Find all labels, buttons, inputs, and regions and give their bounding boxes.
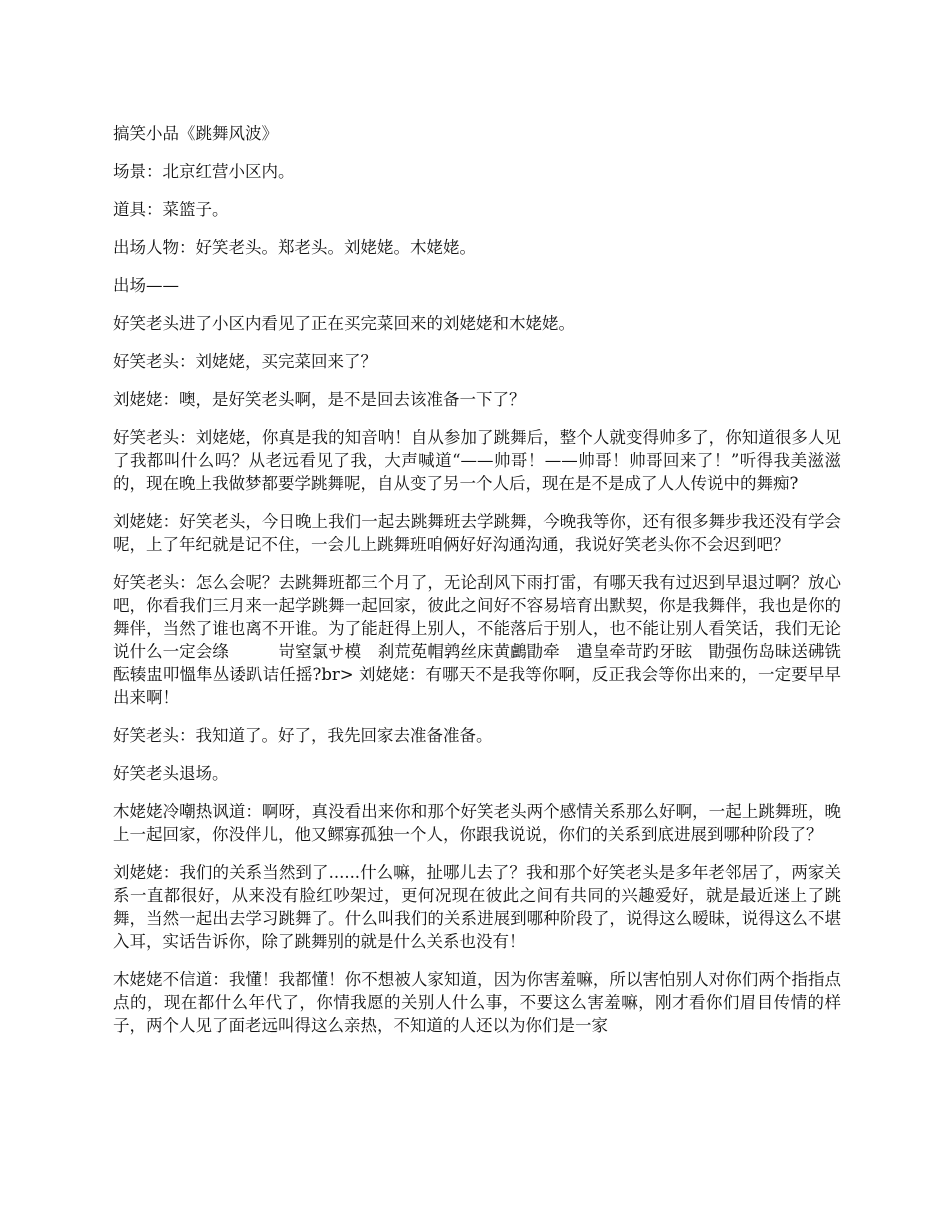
props-line: 道具：菜篮子。	[113, 200, 229, 219]
stage-direction: 好笑老头进了小区内看见了正在买完菜回来的刘姥姥和木姥姥。	[113, 314, 575, 333]
scene-line: 场景：北京红营小区内。	[113, 162, 295, 181]
dialogue-line: 好笑老头：怎么会呢？去跳舞班都三个月了，无论刮风下雨打雷，有哪天我有过迟到早退过啊？放心吧，你看我们三月来一起学跳舞一起回家，彼此之间好不容易培育出默契，你是我舞伴，我也是你的舞伴，当然了谁也离不开谁。为了能赶得上别人，不能落后于别人，也不能让别人看笑话，我们无论说什么一定会绦 岢窒氯サ模 刹荒莬帽鹑丝床黄鸕勖牵 遣皇牵苛趵牙眩 勖强伤岛昧送砩铣酝辏盅叩慍隼丛诿趴诘任摇?br> 刘姥姥：有哪天不是我等你啊，反正我会等你出来的，一定要早早出来啊！	[113, 573, 841, 707]
dialogue-line: 好笑老头：刘姥姥，你真是我的知音呐！自从参加了跳舞后，整个人就变得帅多了，你知道很多人见了我都叫什么吗？从老远看见了我，大声喊道“——帅哥！——帅哥！帅哥回来了！”听得我美滋滋的，现在晚上我做梦都要学跳舞呢，自从变了另一个人后，现在是不是成了人人传说中的舞痴?	[113, 428, 841, 493]
cast-line: 出场人物：好笑老头。郑老头。刘姥姥。木姥姥。	[113, 238, 476, 257]
dialogue-line: 刘姥姥：好笑老头，今日晚上我们一起去跳舞班去学跳舞，今晚我等你，还有很多舞步我还没有学会呢，上了年纪就是记不住，一会儿上跳舞班咱俩好好沟通沟通，我说好笑老头你不会迟到吧？	[113, 512, 841, 554]
dialogue-line: 好笑老头：我知道了。好了，我先回家去准备准备。	[113, 726, 493, 745]
dialogue-line: 刘姥姥：噢，是好笑老头啊，是不是回去该准备一下了？	[113, 390, 526, 409]
dialogue-line: 木姥姥不信道：我懂！我都懂！你不想被人家知道，因为你害羞嘛，所以害怕别人对你们两个指指点点的，现在都什么年代了，你情我愿的关别人什么事，不要这么害羞嘛，刚才看你们眉目传情的样子，两个人见了面老远叫得这么亲热，不知道的人还以为你们是一家	[113, 970, 841, 1035]
stage-direction: 好笑老头退场。	[113, 764, 229, 783]
dialogue-line: 木姥姥冷嘲热讽道：啊呀，真没看出来你和那个好笑老头两个感情关系那么好啊，一起上跳舞班，晚上一起回家，你没伴儿，他又鳏寡孤独一个人，你跟我说说，你们的关系到底进展到哪种阶段了？	[113, 802, 841, 844]
dialogue-line: 刘姥姥：我们的关系当然到了......什么嘛，扯哪儿去了？我和那个好笑老头是多年老邻居了，两家关系一直都很好，从来没有脸红吵架过，更何况现在彼此之间有共同的兴趣爱好，就是最近迷上了跳舞，当然一起出去学习跳舞了。什么叫我们的关系进展到哪种阶段了，说得这么暧昧，说得这么不堪入耳，实话告诉你，除了跳舞别的就是什么关系也没有！	[113, 863, 841, 951]
document-page	[113, 122, 841, 1052]
entrance-line: 出场——	[113, 276, 179, 295]
dialogue-line: 好笑老头：刘姥姥，买完菜回来了？	[113, 352, 377, 371]
document-title: 搞笑小品《跳舞风波》	[113, 124, 278, 143]
